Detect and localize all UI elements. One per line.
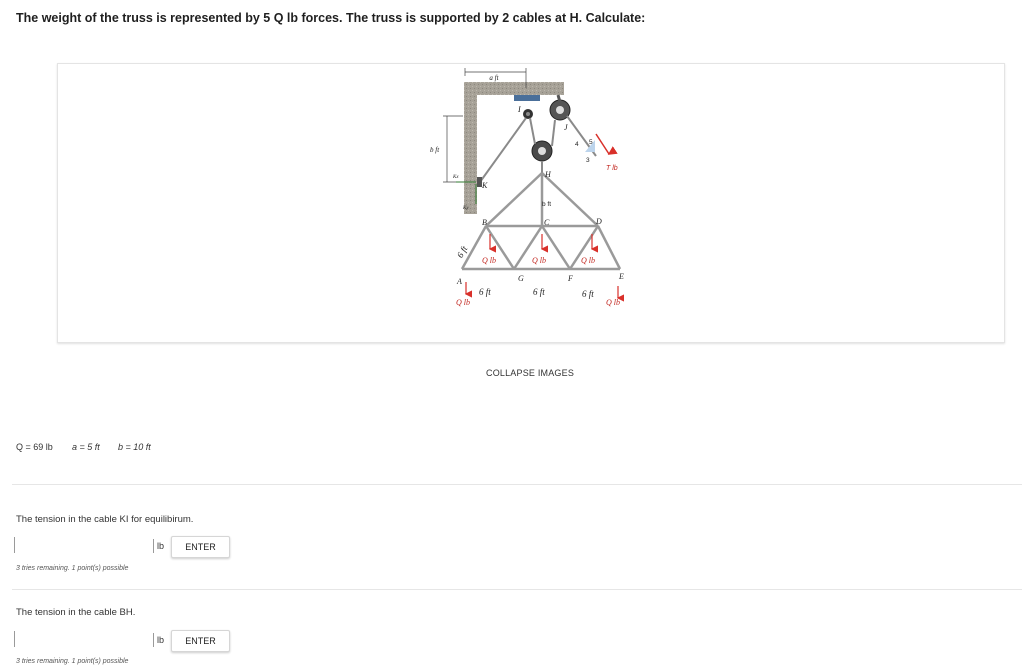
- slope-5-label: 5: [589, 139, 593, 146]
- load-q3-label: Q lb: [581, 256, 595, 265]
- label-h: H: [545, 170, 551, 179]
- label-a: A: [457, 277, 462, 286]
- given-b: b = 10 ft: [118, 442, 151, 452]
- given-q: Q = 69 lb: [16, 442, 53, 452]
- collapse-images-button[interactable]: COLLAPSE IMAGES: [486, 368, 575, 378]
- load-q1-label: Q lb: [482, 256, 496, 265]
- label-c: C: [544, 218, 550, 227]
- side-wall: [464, 82, 477, 214]
- len-6ft-diag: 6 ft: [454, 244, 470, 260]
- len-6ft-3: 6 ft: [582, 289, 594, 299]
- problem-title: The weight of the truss is represented by 5 Q lb forces. The truss is supported by 2 cables at H. Calculate:: [16, 11, 646, 25]
- label-b: B: [482, 218, 487, 227]
- dim-b-center-label: b ft: [542, 201, 552, 208]
- dim-a-label: a ft: [489, 74, 499, 82]
- question-1-answer-input[interactable]: [14, 537, 157, 553]
- label-ky: Ky: [463, 206, 469, 211]
- question-2-tries: 3 tries remaining. 1 point(s) possible: [16, 658, 129, 665]
- question-1-unit: lb: [153, 539, 164, 553]
- question-2-answer-input[interactable]: [14, 631, 157, 647]
- label-f: F: [568, 274, 573, 283]
- len-6ft-2: 6 ft: [533, 287, 545, 297]
- label-e: E: [619, 272, 624, 281]
- load-q4-label: Q lb: [456, 298, 470, 307]
- question-2-enter-button[interactable]: ENTER: [171, 630, 230, 652]
- question-1-tries: 3 tries remaining. 1 point(s) possible: [16, 565, 129, 572]
- slope-4-label: 4: [575, 141, 579, 148]
- ceiling-wall: [464, 82, 564, 95]
- question-2-unit: lb: [153, 633, 164, 647]
- question-1-text: The tension in the cable KI for equilibirum.: [16, 514, 194, 525]
- len-6ft-1: 6 ft: [479, 287, 491, 297]
- tension-arrow: [596, 134, 609, 154]
- cable-ki: [480, 118, 526, 182]
- label-j: J: [564, 123, 568, 132]
- pulley-bracket: [514, 95, 540, 101]
- load-q5-label: Q lb: [606, 298, 620, 307]
- question-1-enter-button[interactable]: ENTER: [171, 536, 230, 558]
- label-g: G: [518, 274, 524, 283]
- label-d: D: [596, 217, 602, 226]
- slope-3-label: 3: [586, 157, 590, 164]
- figure-card: [57, 63, 1005, 343]
- divider: [12, 589, 1022, 590]
- truss-diagram: [58, 64, 1004, 342]
- label-k: K: [482, 181, 488, 190]
- label-kx: Kx: [453, 175, 459, 180]
- question-2-text: The tension in the cable BH.: [16, 607, 136, 618]
- given-a: a = 5 ft: [72, 442, 100, 452]
- tension-label: T lb: [606, 165, 618, 172]
- label-i: I: [518, 105, 521, 114]
- divider: [12, 484, 1022, 485]
- load-q2-label: Q lb: [532, 256, 546, 265]
- dim-b-left-label: b ft: [430, 146, 440, 154]
